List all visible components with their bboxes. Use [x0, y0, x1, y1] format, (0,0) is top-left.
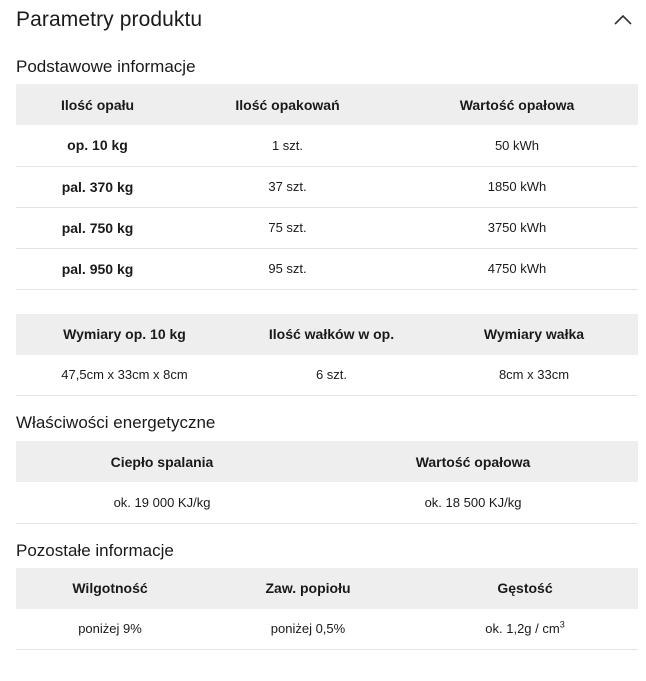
- other-info-table: [16, 568, 638, 651]
- chevron-up-icon[interactable]: [610, 7, 636, 33]
- table-header-row: [16, 84, 638, 125]
- table-row: [16, 609, 638, 650]
- table-cell: 6 szt.: [233, 355, 430, 396]
- table-row: [16, 207, 638, 248]
- table-cell: 95 szt.: [179, 248, 396, 289]
- table-header-row: [16, 568, 638, 609]
- table-cell: 1 szt.: [179, 125, 396, 166]
- table-cell: poniżej 0,5%: [204, 609, 412, 650]
- column-header: Wilgotność: [72, 580, 148, 596]
- column-header: Zaw. popiołu: [265, 580, 351, 596]
- table-cell: 8cm x 33cm: [430, 355, 638, 396]
- table-cell: 75 szt.: [179, 207, 396, 248]
- table-cell: 1850 kWh: [396, 166, 638, 207]
- table-row: [16, 482, 638, 523]
- density-value: ok. 1,2g / cm: [485, 621, 560, 637]
- table-row: [16, 125, 638, 166]
- table-cell: ok. 18 500 KJ/kg: [308, 482, 638, 523]
- column-header: Wartość opałowa: [415, 453, 531, 470]
- table-cell: pal. 370 kg: [16, 166, 179, 207]
- table-cell: op. 10 kg: [16, 125, 179, 166]
- table-cell: 47,5cm x 33cm x 8cm: [16, 355, 233, 396]
- table-header-row: [16, 441, 638, 482]
- table-header-row: [16, 314, 638, 355]
- column-header: Ilość wałków w op.: [268, 326, 395, 342]
- section-title-basic: Podstawowe informacje: [16, 57, 196, 76]
- column-header: Ilość opakowań: [235, 96, 340, 113]
- table-cell: 3750 kWh: [396, 207, 638, 248]
- dimensions-table: [16, 314, 638, 397]
- table-row: [16, 355, 638, 396]
- table-row: [16, 166, 638, 207]
- parameters-header[interactable]: [16, 0, 638, 40]
- table-cell: ok. 19 000 KJ/kg: [16, 482, 308, 523]
- table-cell: poniżej 9%: [16, 609, 204, 650]
- table-row: [16, 248, 638, 289]
- table-cell-density: [412, 609, 638, 650]
- energy-table: [16, 441, 638, 524]
- column-header: Ilość opału: [60, 96, 135, 113]
- section-title-other: Pozostałe informacje: [16, 540, 174, 560]
- column-header: Ciepło spalania: [110, 453, 214, 470]
- superscript-exponent: 3: [559, 619, 565, 630]
- section-title-energy: Właściwości energetyczne: [16, 413, 216, 432]
- basic-info-table: [16, 84, 638, 290]
- table-cell: pal. 750 kg: [16, 207, 179, 248]
- column-header: Wymiary op. 10 kg: [63, 326, 186, 342]
- table-cell: 37 szt.: [179, 166, 396, 207]
- page-title: Parametry produktu: [16, 8, 203, 31]
- column-header: Gęstość: [497, 580, 553, 596]
- column-header: Wartość opałowa: [459, 96, 575, 113]
- table-cell: 50 kWh: [396, 125, 638, 166]
- table-cell: pal. 950 kg: [16, 248, 179, 289]
- column-header: Wymiary wałka: [483, 326, 585, 342]
- table-cell: 4750 kWh: [396, 248, 638, 289]
